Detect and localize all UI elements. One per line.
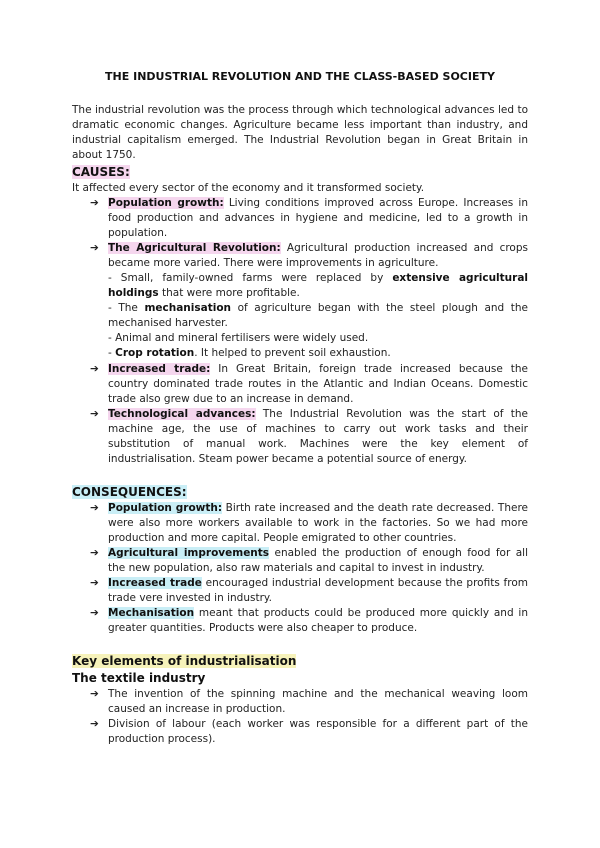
textile-industry-heading: The textile industry xyxy=(72,671,206,685)
arrow-bullet-icon: ➔ xyxy=(90,688,99,700)
textile-item-division-of-labour: ➔ Division of labour (each worker was responsible for a different part of the production process). xyxy=(90,718,528,745)
sub-point-mechanisation: - The mechanisation of agriculture began with the steel plough and the mechanised harvester. xyxy=(108,302,528,329)
consequences-item-mechanisation: ➔ Mechanisation meant that products could be produced more quickly and in greater quantities. Products were also cheaper to produce. xyxy=(90,607,528,634)
arrow-bullet-icon: ➔ xyxy=(90,242,99,254)
arrow-bullet-icon: ➔ xyxy=(90,408,99,420)
consequences-item-trade: ➔ Increased trade encouraged industrial development because the profits from trade vere invested in industry. xyxy=(90,577,528,604)
causes-item-trade: ➔ Increased trade: In Great Britain, foreign trade increased because the country dominated trade routes in the Atlantic and Indian Oceans. Domestic trade also grew due to an increase in demand. xyxy=(90,363,528,405)
causes-heading: CAUSES: xyxy=(72,165,130,179)
causes-item-technology: ➔ Technological advances: The Industrial Revolution was the start of the machine age, the use of machines to carry out work tasks and their substitution of manual work. Machines were the key element of industrialisation. Steam power became a potential source of energy. xyxy=(90,408,528,465)
causes-item-population: ➔ Population growth: Living conditions improved across Europe. Increases in food production and advances in hygiene and medicine, led to a growth in population. xyxy=(90,197,528,239)
document-title: THE INDUSTRIAL REVOLUTION AND THE CLASS-BASED SOCIETY xyxy=(105,70,495,83)
intro-paragraph: The industrial revolution was the process through which technological advances led to dramatic economic changes. Agriculture became less important than industry, and industrial capitalism emerged. The Industrial Revolution began in Great Britain in about 1750. xyxy=(72,104,528,161)
key-elements-heading: Key elements of industrialisation xyxy=(72,654,297,668)
arrow-bullet-icon: ➔ xyxy=(90,363,99,375)
arrow-bullet-icon: ➔ xyxy=(90,607,99,619)
arrow-bullet-icon: ➔ xyxy=(90,577,99,589)
arrow-bullet-icon: ➔ xyxy=(90,547,99,559)
arrow-bullet-icon: ➔ xyxy=(90,718,99,730)
sub-point-holdings: - Small, family-owned farms were replaced by extensive agricultural holdings that were more profitable. xyxy=(108,272,529,299)
arrow-bullet-icon: ➔ xyxy=(90,502,99,514)
sub-point-fertilisers: - Animal and mineral fertilisers were widely used. xyxy=(108,332,369,344)
causes-lead: It affected every sector of the economy and it transformed society. xyxy=(72,182,425,194)
consequences-item-agriculture: ➔ Agricultural improvements enabled the production of enough food for all the new population, also raw materials and capital to invest in industry. xyxy=(90,547,529,574)
sub-point-crop-rotation: - Crop rotation. It helped to prevent soil exhaustion. xyxy=(108,347,391,359)
arrow-bullet-icon: ➔ xyxy=(90,197,99,209)
textile-item-spinning: ➔ The invention of the spinning machine and the mechanical weaving loom caused an increase in production. xyxy=(90,688,528,715)
causes-item-agricultural-revolution: ➔ The Agricultural Revolution: Agricultural production increased and crops became more varied. There were improvements in agriculture. - Small, family-owned farms were replaced by extensive agricultural holdings that were more profitable. - The mechanisation of agriculture began with the steel plough and the mechanised harvester. - Animal and mineral fertilisers were widely used. - Crop rotation. It helped to prevent soil exhaustion. xyxy=(90,242,529,359)
consequences-heading: CONSEQUENCES: xyxy=(72,485,187,499)
consequences-item-population: ➔ Population growth: Birth rate increased and the death rate decreased. There were also more workers available to work in the factories. So we had more production and more capital. People emigrated to other countries. xyxy=(90,502,528,544)
